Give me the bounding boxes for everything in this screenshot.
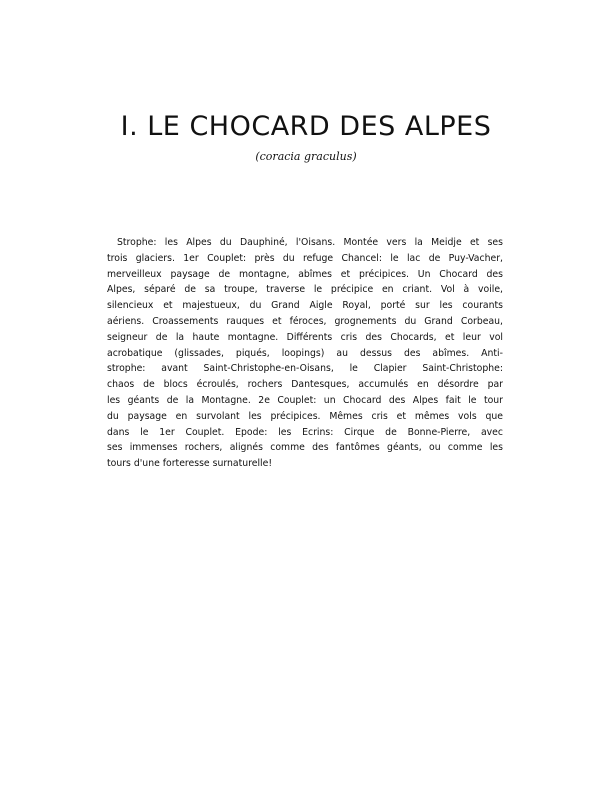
paragraph-line: dans le 1er Couplet. Epode: les Ecrins: Cirque de Bonne-Pierre, avec <box>107 426 503 438</box>
paragraph-line: strophe: avant Saint-Christophe-en-Oisans, le Clapier Saint-Christophe: <box>107 363 503 375</box>
paragraph-line: seigneur de la haute montagne. Différents cris des Chocards, et leur vol <box>107 331 503 343</box>
paragraph-line: ses immenses rochers, alignés comme des fantômes géants, ou comme les <box>107 442 503 454</box>
paragraph-line: trois glaciers. 1er Couplet: près du refuge Chancel: le lac de Puy-Vacher, <box>107 252 503 264</box>
page-subtitle: (coracia graculus) <box>255 150 357 163</box>
paragraph-line: tours d'une forteresse surnaturelle! <box>107 458 273 470</box>
paragraph-line: Alpes, séparé de sa troupe, traverse le précipice en criant. Vol à voile, <box>107 284 503 296</box>
page-title: I. LE CHOCARD DES ALPES <box>120 111 492 142</box>
description-paragraph <box>107 235 503 472</box>
paragraph-line: Strophe: les Alpes du Dauphiné, l'Oisans. Montée vers la Meidje et ses <box>117 237 503 248</box>
paragraph-line: aériens. Croassements rauques et féroces, grognements du Grand Corbeau, <box>107 315 503 327</box>
paragraph-line: les géants de la Montagne. 2e Couplet: un Chocard des Alpes fait le tour <box>107 394 503 406</box>
paragraph-line: silencieux et majestueux, du Grand Aigle Royal, porté sur les courants <box>107 300 503 312</box>
paragraph-line: acrobatique (glissades, piqués, loopings) au dessus des abîmes. Anti- <box>107 347 503 359</box>
paragraph-line: merveilleux paysage de montagne, abîmes et précipices. Un Chocard des <box>107 268 503 280</box>
paragraph-line: du paysage en survolant les précipices. Mêmes cris et mêmes vols que <box>107 410 503 422</box>
paragraph-line: chaos de blocs écroulés, rochers Dantesques, accumulés en désordre par <box>107 379 503 391</box>
